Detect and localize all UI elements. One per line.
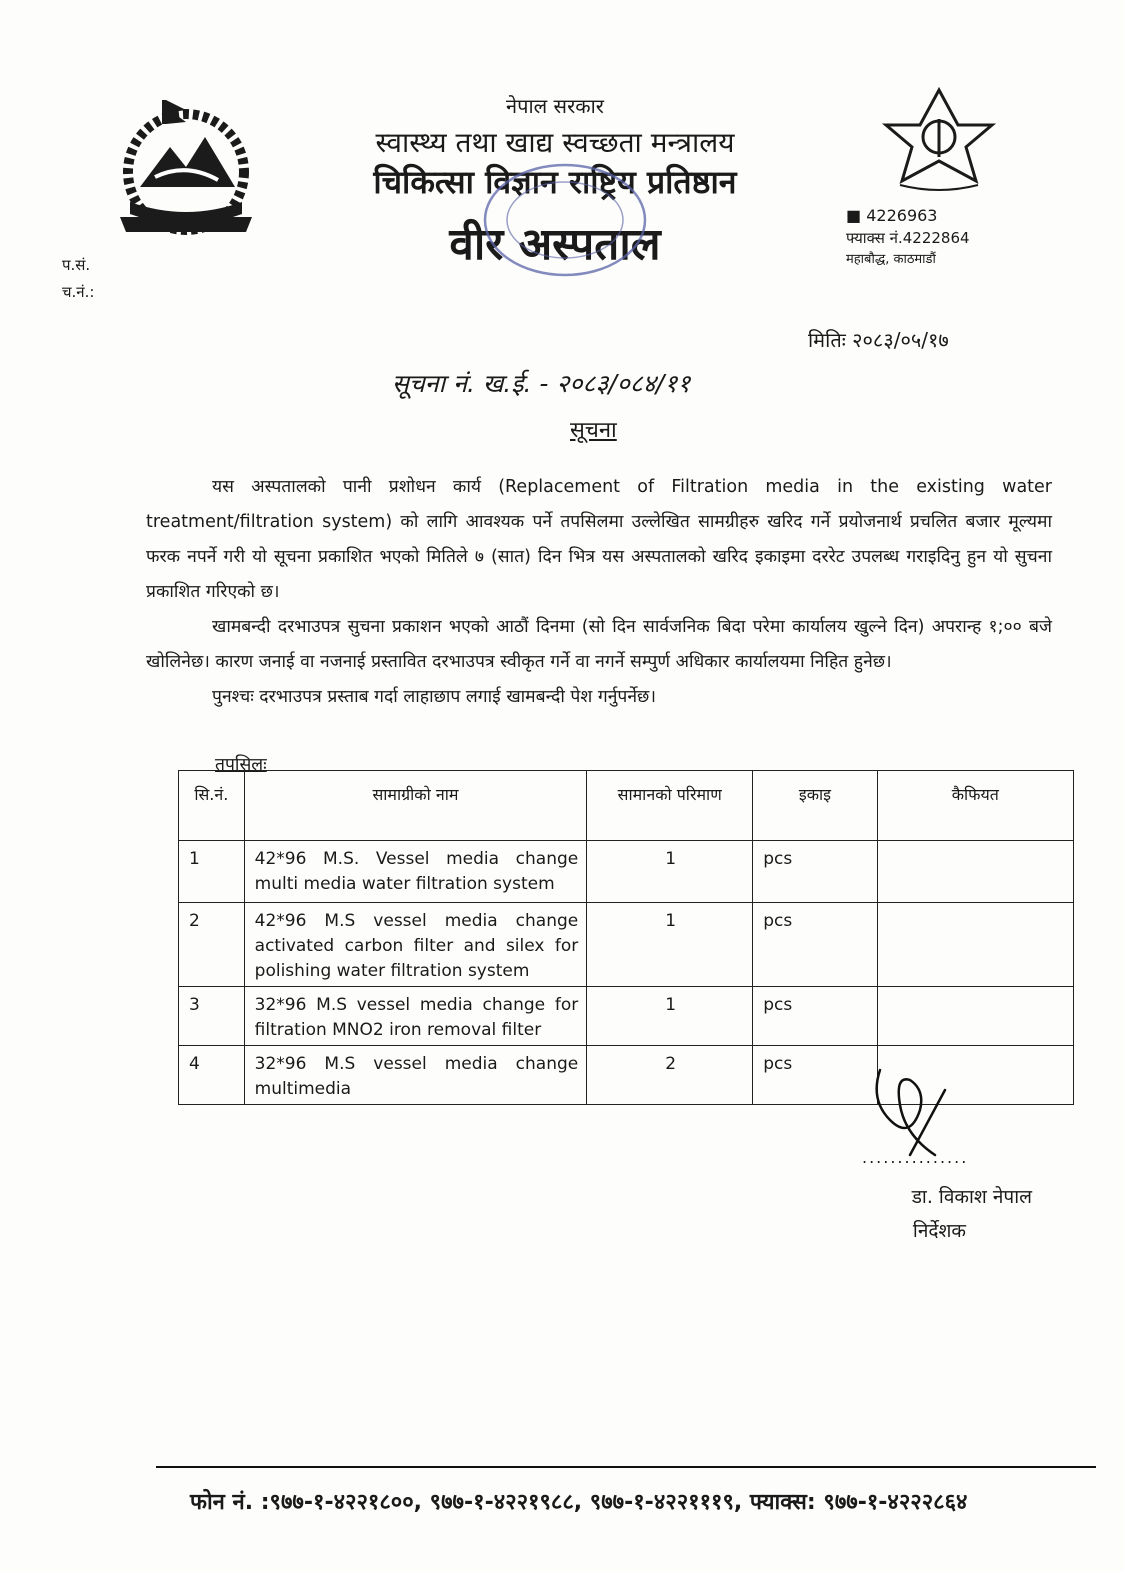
office-stamp-icon — [480, 160, 650, 280]
header-quantity: सामानको परिमाण — [587, 771, 753, 841]
cell-item-name: 32*96 M.S vessel media change for filtration MNO2 iron removal filter — [244, 987, 587, 1046]
signature-icon — [850, 1060, 990, 1160]
header-remarks: कैफियत — [877, 771, 1073, 841]
notice-title: सूचना — [570, 418, 617, 443]
cell-serial: 2 — [179, 903, 245, 987]
contact-fax: फ्याक्स नं.4222864 — [846, 229, 970, 247]
contact-address: महाबौद्ध, काठमाडौं — [846, 252, 936, 267]
institution-logo-icon — [880, 85, 998, 195]
cell-remarks — [877, 987, 1073, 1046]
cell-item-name: 42*96 M.S. Vessel media change multi media water filtration system — [244, 841, 587, 903]
notice-body — [146, 470, 1052, 715]
cell-unit: pcs — [753, 987, 877, 1046]
notice-number: सूचना नं. ख.ई. - २०८३/०८४/११ — [392, 369, 691, 398]
table-header-row — [179, 771, 1074, 841]
cell-unit: pcs — [753, 903, 877, 987]
nepal-emblem-icon — [100, 92, 272, 242]
paragraph-purpose: यस अस्पतालको पानी प्रशोधन कार्य (Replacement of Filtration media in the existing water treatment/filtration system) को लागि आवश्यक पर्ने तपसिलमा उल्लेखित सामग्रीहरु खरिद गर्ने प्रयोजनार्थ प्रचलित बजार मूल्यमा फरक नपर्ने गरी यो सूचना प्रकाशित भएको मितिले ७ (सात) दिन भित्र यस अस्पतालको खरिद इकाइमा दररेट उपलब्ध गराइदिनु हुन यो सुचना प्रकाशित गरिएको छ। — [146, 477, 1052, 602]
footer-divider — [156, 1466, 1096, 1468]
ministry-name: स्वास्थ्य तथा खाद्य स्वच्छता मन्त्रालय — [375, 126, 735, 159]
signatory-name: डा. विकाश नेपाल — [911, 1186, 1032, 1208]
patra-sankhya-label: प.सं. — [62, 256, 91, 274]
cell-unit: pcs — [753, 841, 877, 903]
table-row — [179, 903, 1074, 987]
academy-name: चिकित्सा विज्ञान राष्ट्रिय प्रतिष्ठान — [373, 163, 737, 201]
footer-contact: फोन नं. :९७७-१-४२२१८००, ९७७-१-४२२१९८८, ९७७-१-४२२१११९, फ्याक्स: ९७७-१-४२२२८६४ — [190, 1490, 968, 1515]
cell-quantity: 2 — [587, 1046, 753, 1105]
hospital-name: वीर अस्पताल — [449, 219, 661, 270]
contact-info — [846, 205, 970, 271]
paragraph-postscript: पुनश्चः दरभाउपत्र प्रस्ताब गर्दा लाहाछाप लगाई खामबन्दी पेश गर्नुपर्नेछ। — [212, 687, 656, 707]
cell-serial: 4 — [179, 1046, 245, 1105]
phone-icon: ■ — [846, 206, 862, 225]
contact-phone: 4226963 — [866, 206, 938, 225]
cell-quantity: 1 — [587, 903, 753, 987]
signature-line: ............... — [862, 1148, 969, 1167]
notice-date: मितिः २०८३/०५/१७ — [808, 328, 949, 352]
table-caption: तपसिलः — [215, 755, 267, 775]
reference-numbers — [62, 252, 94, 306]
cell-quantity: 1 — [587, 987, 753, 1046]
items-table — [178, 770, 1074, 1105]
cell-unit: pcs — [753, 1046, 877, 1105]
cell-item-name: 32*96 M.S vessel media change multimedia — [244, 1046, 587, 1105]
header-unit: इकाइ — [753, 771, 877, 841]
header-serial: सि.नं. — [179, 771, 245, 841]
cell-remarks — [877, 903, 1073, 987]
table-row — [179, 987, 1074, 1046]
signatory-title: निर्देशक — [912, 1220, 966, 1242]
chalani-number-label: च.नं.: — [62, 283, 95, 301]
cell-serial: 3 — [179, 987, 245, 1046]
cell-serial: 1 — [179, 841, 245, 903]
government-name: नेपाल सरकार — [506, 94, 604, 118]
cell-remarks — [877, 841, 1073, 903]
cell-item-name: 42*96 M.S vessel media change activated carbon filter and silex for polishing water filtration system — [244, 903, 587, 987]
header-item-name: सामाग्रीको नाम — [244, 771, 587, 841]
paragraph-opening: खामबन्दी दरभाउपत्र सुचना प्रकाशन भएको आठौं दिनमा (सो दिन सार्वजनिक बिदा परेमा कार्यालय खुल्ने दिन) अपरान्ह १;०० बजे खोलिनेछ। कारण जनाई वा नजनाई प्रस्तावित दरभाउपत्र स्वीकृत गर्ने वा नगर्ने सम्पुर्ण अधिकार कार्यालयमा निहित हुनेछ। — [146, 617, 1052, 672]
table-row — [179, 841, 1074, 903]
signatory-block — [852, 1180, 1032, 1248]
cell-quantity: 1 — [587, 841, 753, 903]
